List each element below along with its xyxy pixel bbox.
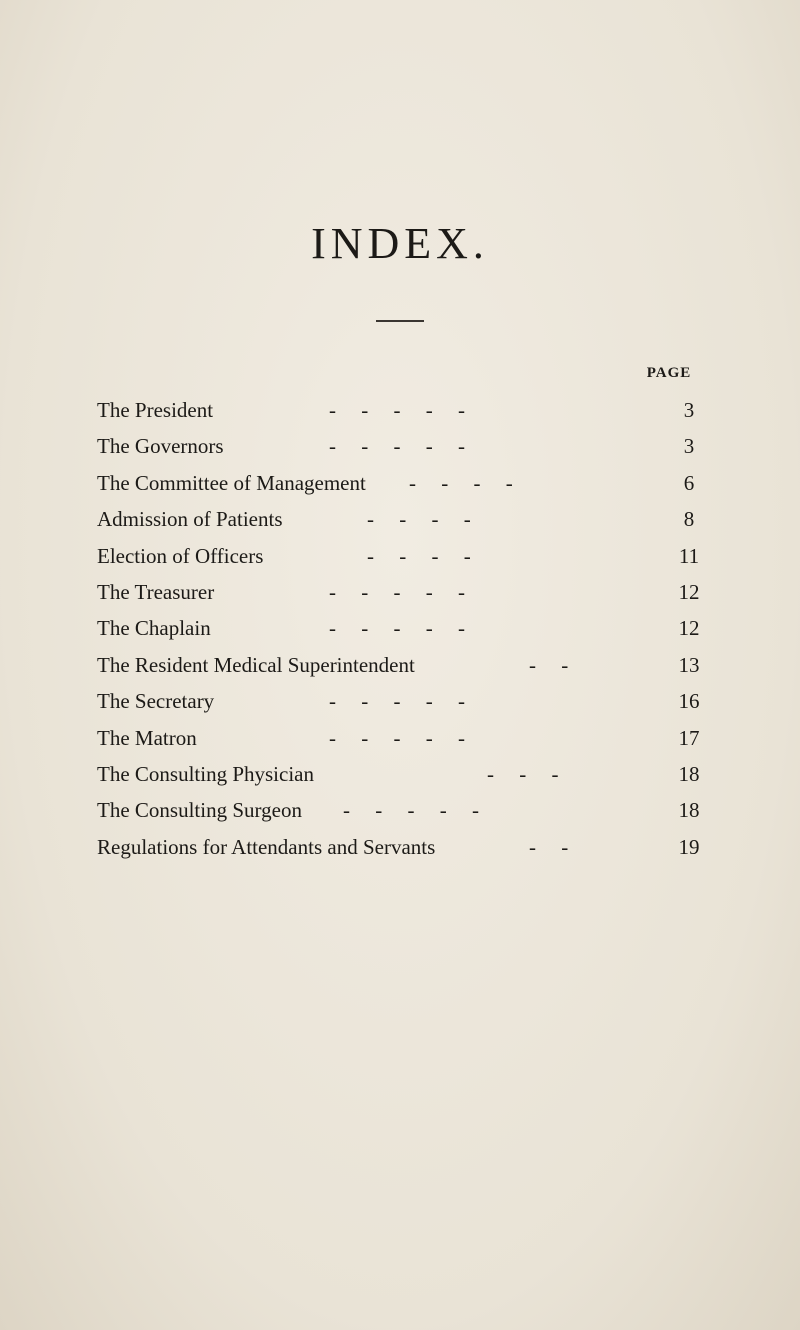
dot-leader: - - (529, 834, 569, 859)
entry-page: 3 (683, 434, 695, 459)
entry-page: 13 (678, 652, 700, 677)
dot-leader: - - - - (409, 470, 513, 495)
dot-leader: - - - - - (329, 398, 465, 422)
entry-label: The Governors (97, 434, 224, 459)
dot-leader: - - - - - (329, 579, 465, 604)
index-entry (97, 649, 717, 685)
entry-label: The Resident Medical Superintendent (97, 652, 415, 677)
dot-leader: - - - - - (329, 616, 465, 641)
index-entry (97, 685, 717, 721)
page-column-label: PAGE (646, 365, 692, 381)
entry-page: 17 (678, 725, 700, 750)
entry-page: 6 (683, 470, 695, 495)
index-entry (97, 612, 717, 648)
index-entry (97, 758, 717, 794)
entry-label: The Secretary (97, 689, 215, 714)
dot-leader: - - - - - (329, 725, 465, 750)
entry-page: 12 (678, 616, 700, 641)
index-entry (97, 794, 717, 830)
index-entry (97, 831, 717, 867)
entry-label: The Committee of Management (97, 470, 366, 495)
entry-label: The Treasurer (97, 579, 215, 604)
entry-page: 19 (678, 834, 700, 859)
dot-leader: - - (529, 652, 569, 677)
entry-label: Election of Officers (97, 543, 264, 568)
index-entry (97, 540, 717, 576)
entry-label: The Consulting Physician (97, 761, 314, 786)
dot-leader: - - - - (367, 507, 471, 532)
entry-label: The Matron (97, 725, 197, 750)
dot-leader: - - - - (367, 543, 471, 568)
dot-leader: - - - - - (343, 798, 479, 823)
index-entry (97, 576, 717, 612)
entry-label: The President (97, 398, 214, 422)
index-entry (97, 394, 717, 430)
index-entry (97, 722, 717, 758)
entry-page: 3 (683, 398, 695, 422)
title-rule (376, 320, 424, 322)
entry-label: The Consulting Surgeon (97, 798, 302, 823)
entry-label: The Chaplain (97, 616, 211, 641)
entry-label: Admission of Patients (97, 507, 283, 532)
entry-page: 12 (678, 579, 700, 604)
index-title: INDEX. (311, 219, 489, 268)
dot-leader: - - - - - (329, 689, 465, 714)
index-entry (97, 503, 717, 539)
entry-page: 8 (683, 507, 695, 532)
entry-page: 11 (678, 543, 700, 568)
entry-page: 16 (678, 689, 700, 714)
index-entry (97, 467, 717, 503)
entry-page: 18 (678, 798, 700, 823)
index-list (97, 394, 717, 867)
dot-leader: - - - (487, 761, 559, 786)
index-entry (97, 430, 717, 466)
entry-label: Regulations for Attendants and Servants (97, 834, 436, 859)
entry-page: 18 (678, 761, 700, 786)
dot-leader: - - - - - (329, 434, 465, 459)
